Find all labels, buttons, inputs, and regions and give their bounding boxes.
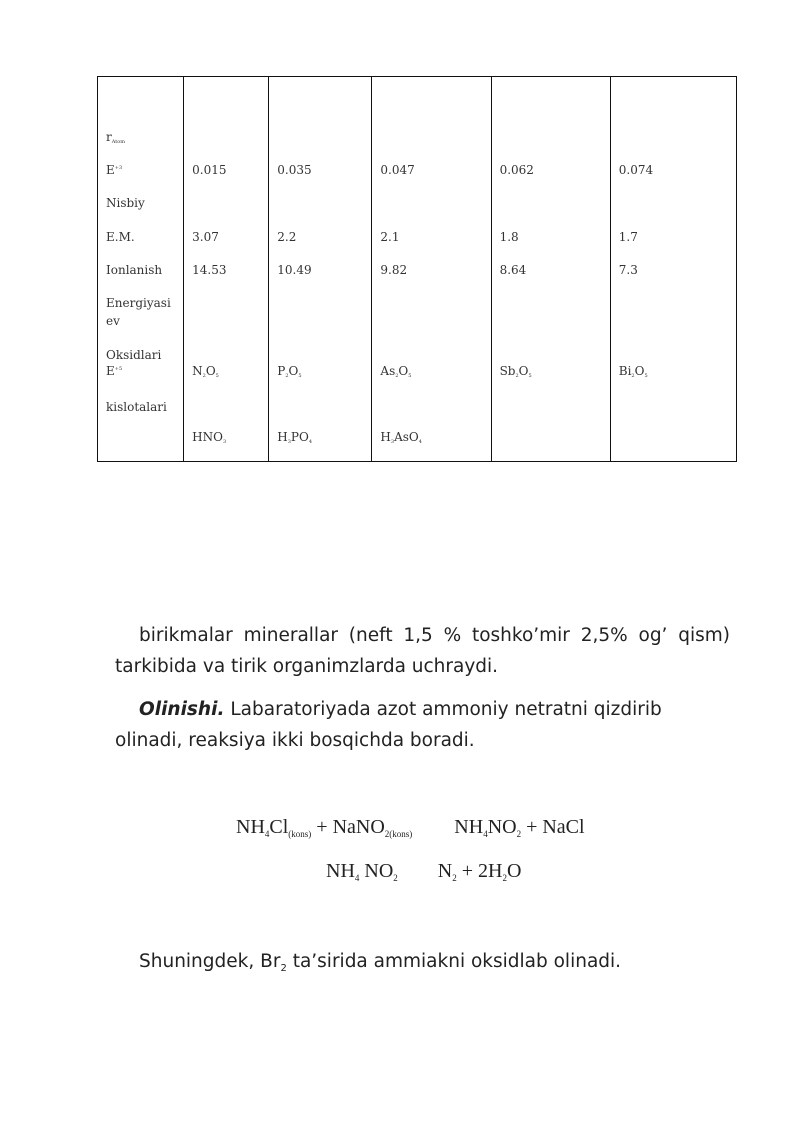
paragraph-minerals (115, 620, 730, 682)
table-cell-acid: HNO3 (192, 430, 227, 445)
label-energiyasi: Energiyasi (106, 296, 171, 310)
table-cell-radius: 0.062 (499, 163, 534, 177)
table-cell-oxide: N2O5 (192, 364, 219, 379)
olinishi-text: Labaratoriyada azot ammoniy netratni qizdirib olinadi, reaksiya ikki bosqichda boradi. (115, 699, 662, 751)
table-column-as (372, 77, 491, 462)
label-nisbiy: Nisbiy (106, 196, 145, 210)
label-ionlanish: Ionlanish (106, 263, 163, 277)
table-cell-oxide: As2O5 (380, 364, 412, 379)
table-column-n (184, 77, 269, 462)
table-cell-em: 1.8 (499, 230, 519, 244)
table-cell-ion: 8.64 (499, 263, 527, 277)
label-radius: rAtom (106, 130, 126, 145)
table-cell-oxide: P2O5 (277, 364, 302, 379)
equation-2: $NH_4$ $NO_2$ $N_2 + 2H_2O$ (326, 860, 522, 883)
label-e: $E^{+3}$ (106, 163, 123, 177)
table-cell-em: 1.7 (618, 230, 638, 244)
table-cell-ion: 14.53 (192, 263, 227, 277)
label-oks-e: $E^{+5}$ (106, 364, 123, 378)
table-column-sb (491, 77, 610, 462)
properties-table (97, 76, 737, 462)
table-column-p (269, 77, 372, 462)
table-cell-radius: 0.015 (192, 163, 227, 177)
label-kislotalari: kislotalari (106, 400, 167, 414)
table-cell-ion: 10.49 (277, 263, 312, 277)
paragraph-bromine: Shuningdek, $Br_2$ ta’sirida ammiakni oksidlab olinadi. (139, 951, 622, 974)
table-cell-acid: H3PO4 (277, 430, 313, 445)
table-cell-ion: 9.82 (380, 263, 408, 277)
equation-1: $NH_4Cl_{(kons)}$ + NaNO$_{2(kons)}$ $NH_4NO_2$ + NaCl (236, 816, 585, 839)
olinishi-heading: Olinishi. (139, 699, 225, 720)
label-em: E.M. (106, 230, 135, 244)
table-cell-radius: 0.074 (618, 163, 654, 177)
paragraph-olinishi (115, 694, 730, 756)
table-cell-oxide: Sb2O5 (499, 364, 532, 379)
table-cell-radius: 0.047 (380, 163, 415, 177)
label-ev: ev (106, 314, 120, 328)
table-cell-acid: H3AsO4 (380, 430, 422, 445)
table-cell-em: 3.07 (192, 230, 219, 244)
table-cell-ion: 7.3 (618, 263, 638, 277)
table-cell-oxide: Bi2O5 (618, 364, 648, 379)
table-label-column (98, 77, 184, 462)
label-oksidlari: Oksidlari (106, 348, 162, 362)
paragraph-minerals-text: birikmalar minerallar (neft 1,5 % toshko’mir 2,5% og’ qism) tarkibida va tirik organimzlarda uchraydi. (115, 625, 730, 677)
table-column-bi (610, 77, 736, 462)
table-cell-em: 2.1 (380, 230, 400, 244)
table-cell-radius: 0.035 (277, 163, 312, 177)
table-cell-em: 2.2 (277, 230, 297, 244)
